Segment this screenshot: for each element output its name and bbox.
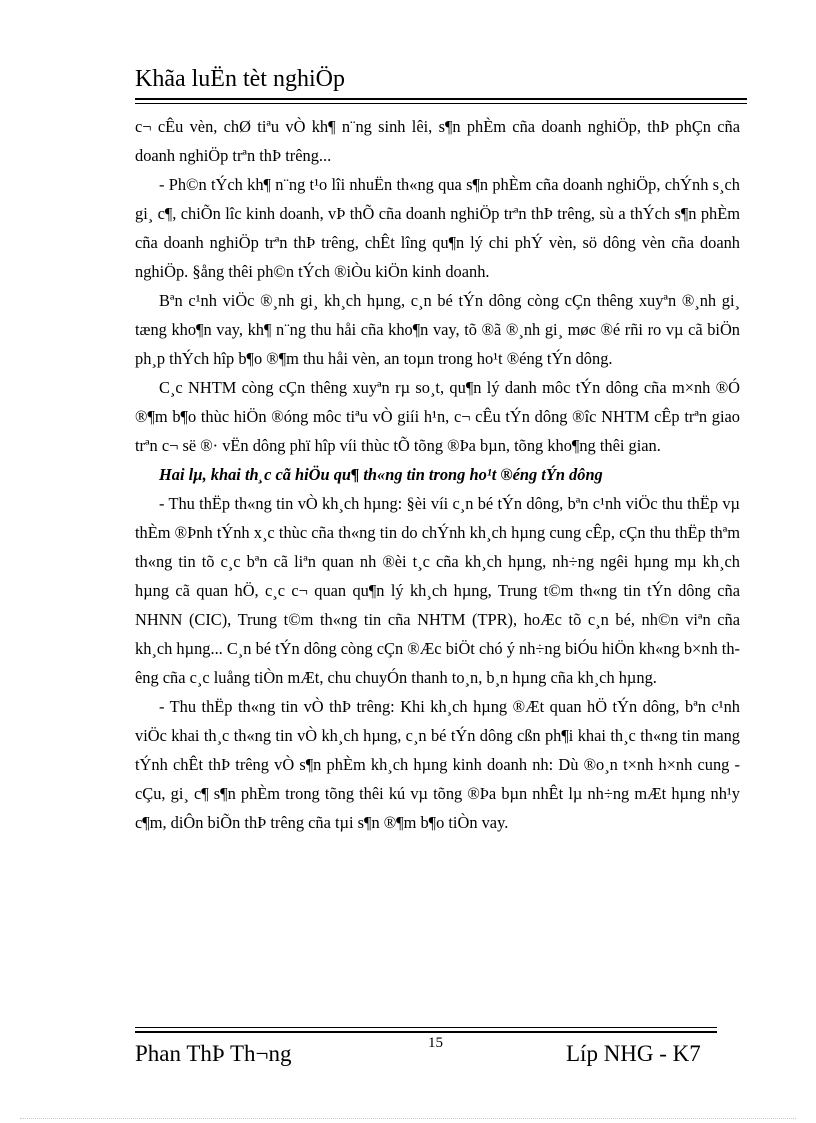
footer-author: Phan ThÞ Th¬ng	[135, 1041, 292, 1066]
header-divider-thin	[135, 103, 747, 104]
paragraph-profit-analysis: - Ph©n tÝch kh¶ n¨ng t¹o lîi nhuËn th«ng qua s¶n phÈm cña doanh nghiÖp, chÝnh s¸ch gi¸ c¶, chiÕn lîc kinh doanh, vÞ thÕ cña doanh nghiÖp trªn thÞ trêng, sù a thÝch s¶n phÈm cña doanh nghiÖp trªn thÞ trêng, chÊt lîng qu¶n lý chi phÝ vèn, sö dông vèn cña doanh nghiÖp. §ång thêi ph©n tÝch ®iÒu kiÖn kinh doanh.	[135, 175, 740, 281]
document-body	[135, 112, 740, 837]
paragraph-loan-evaluation: Bªn c¹nh viÖc ®¸nh gi¸ kh¸ch hµng, c¸n bé tÝn dông còng cÇn thêng xuyªn ®¸nh gi¸ tæng kho¶n vay, kh¶ n¨ng thu håi cña kho¶n vay, tõ ®ã ®¸nh gi¸ møc ®é rñi ro vµ cã biÖn ph¸p thÝch hîp b¶o ®¶m thu håi vèn, an toµn trong ho¹t ®éng tÝn dông.	[135, 291, 740, 368]
section-heading: Hai lµ, khai th¸c cã hiÖu qu¶ th«ng tin trong ho¹t ®éng tÝn dông	[159, 465, 603, 484]
page-header-title: Khãa luËn tèt nghiÖp	[135, 66, 345, 92]
footer-divider-thick	[135, 1031, 717, 1033]
footer-class: Líp NHG - K7	[566, 1041, 701, 1066]
page-bottom-dotted-border	[20, 1118, 796, 1119]
header-divider-thick	[135, 98, 747, 100]
page-number: 15	[428, 1035, 443, 1051]
paragraph-continuation: c¬ cÊu vèn, chØ tiªu vÒ kh¶ n¨ng sinh lêi, s¶n phÈm cña doanh nghiÖp, thÞ phÇn cña doanh nghiÖp trªn thÞ trêng...	[135, 117, 740, 165]
footer-divider-thin	[135, 1027, 717, 1028]
paragraph-portfolio-review: C¸c NHTM còng cÇn thêng xuyªn rµ so¸t, qu¶n lý danh môc tÝn dông cña m×nh ®Ó ®¶m b¶o thùc hiÖn ®óng môc tiªu vÒ giíi h¹n, c¬ cÊu tÝn dông ®îc NHTM cÊp trªn giao trªn c¬ së ®· vËn dông phï hîp víi thùc tÕ tõng ®Þa bµn, tõng kho¶ng thêi gian.	[135, 378, 740, 455]
paragraph-market-info: - Thu thËp th«ng tin vÒ thÞ trêng: Khi kh¸ch hµng ®Æt quan hÖ tÝn dông, bªn c¹nh viÖc khai th¸c th«ng tin vÒ kh¸ch hµng, c¸n bé tÝn dông cßn ph¶i khai th¸c th«ng tin mang tÝnh chÊt thÞ trêng vÒ s¶n phÈm kh¸ch hµng kinh doanh nh: Dù ®o¸n t×nh h×nh cung - cÇu, gi¸ c¶ s¶n phÈm trong tõng thêi kú vµ tõng ®Þa bµn nhÊt lµ nh÷ng mÆt hµng nh¹y c¶m, diÔn biÕn thÞ trêng cña tµi s¶n ®¶m b¶o tiÒn vay.	[135, 697, 740, 832]
paragraph-customer-info: - Thu thËp th«ng tin vÒ kh¸ch hµng: §èi víi c¸n bé tÝn dông, bªn c¹nh viÖc thu thËp vµ thÈm ®Þnh tÝnh x¸c thùc cña th«ng tin do chÝnh kh¸ch hµng cung cÊp, cÇn thu thËp thªm th«ng tin tõ c¸c bªn cã liªn quan nh ®èi t¸c cña kh¸ch hµng, nh÷ng ngêi hµng mµ kh¸ch hµng cã quan hÖ, c¸c c¬ quan qu¶n lý kh¸ch hµng, Trung t©m th«ng tin tÝn dông cña NHNN (CIC), Trung t©m th«ng tin cña NHTM (TPR), hoÆc tõ c¸n bé, nh©n viªn cña kh¸ch hµng... C¸n bé tÝn dông còng cÇn ®Æc biÖt chó ý nh÷ng biÓu hiÖn kh«ng b×nh thêng cña c¸c luång tiÒn mÆt, chu chuyÓn thanh to¸n, b¸n hµng cña kh¸ch hµng.	[135, 494, 740, 687]
